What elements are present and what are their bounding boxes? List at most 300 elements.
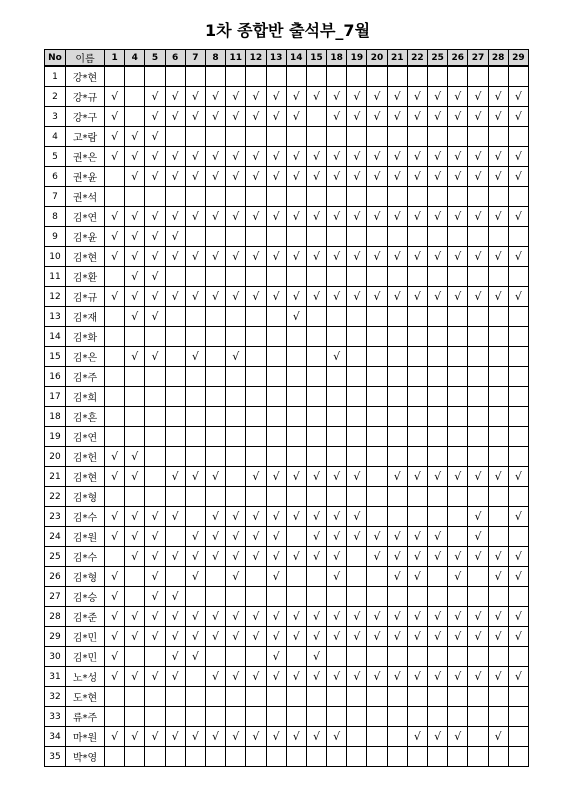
check-mark: √ [165,627,185,647]
empty-cell [508,587,528,607]
check-mark: √ [327,727,347,747]
row-number: 2 [45,87,66,107]
check-mark: √ [306,87,326,107]
empty-cell [387,327,407,347]
check-mark: √ [125,527,145,547]
empty-cell [205,407,225,427]
student-name: 김*연 [66,207,105,227]
empty-cell [488,527,508,547]
empty-cell [428,66,448,87]
check-mark: √ [347,147,367,167]
check-mark: √ [226,627,246,647]
check-mark: √ [306,207,326,227]
student-name: 권*석 [66,187,105,207]
empty-cell [286,127,306,147]
table-row [45,427,529,447]
empty-cell [387,227,407,247]
check-mark: √ [347,527,367,547]
empty-cell [246,327,266,347]
table-row [45,487,529,507]
empty-cell [125,107,145,127]
empty-cell [488,267,508,287]
empty-cell [286,347,306,367]
empty-cell [488,347,508,367]
check-mark: √ [448,567,468,587]
empty-cell [428,587,448,607]
check-mark: √ [387,167,407,187]
student-name: 김*수 [66,507,105,527]
check-mark: √ [428,607,448,627]
check-mark: √ [205,87,225,107]
check-mark: √ [448,247,468,267]
check-mark: √ [327,667,347,687]
empty-cell [367,487,387,507]
check-mark: √ [145,247,165,267]
row-number: 5 [45,147,66,167]
empty-cell [306,267,326,287]
header-day: 6 [165,50,185,67]
check-mark: √ [327,247,347,267]
empty-cell [185,587,205,607]
check-mark: √ [508,107,528,127]
empty-cell [367,567,387,587]
empty-cell [407,747,427,767]
empty-cell [407,347,427,367]
empty-cell [246,447,266,467]
empty-cell [226,187,246,207]
empty-cell [306,327,326,347]
empty-cell [246,267,266,287]
check-mark: √ [205,627,225,647]
row-number: 24 [45,527,66,547]
empty-cell [508,527,528,547]
table-row [45,447,529,467]
check-mark: √ [226,147,246,167]
empty-cell [407,387,427,407]
check-mark: √ [145,267,165,287]
empty-cell [246,367,266,387]
student-name: 강*현 [66,66,105,87]
row-number: 8 [45,207,66,227]
empty-cell [387,447,407,467]
empty-cell [165,307,185,327]
row-number: 29 [45,627,66,647]
empty-cell [185,687,205,707]
empty-cell [327,487,347,507]
empty-cell [428,327,448,347]
check-mark: √ [488,287,508,307]
empty-cell [306,187,326,207]
student-name: 김*형 [66,487,105,507]
check-mark: √ [185,147,205,167]
empty-cell [387,367,407,387]
student-name: 김*화 [66,327,105,347]
check-mark: √ [488,627,508,647]
empty-cell [488,427,508,447]
empty-cell [448,427,468,447]
check-mark: √ [165,287,185,307]
check-mark: √ [266,607,286,627]
empty-cell [246,347,266,367]
empty-cell [266,367,286,387]
check-mark: √ [448,287,468,307]
empty-cell [468,347,488,367]
check-mark: √ [286,107,306,127]
empty-cell [185,427,205,447]
header-day: 29 [508,50,528,67]
check-mark: √ [468,667,488,687]
empty-cell [367,267,387,287]
check-mark: √ [105,287,125,307]
check-mark: √ [306,727,326,747]
check-mark: √ [105,87,125,107]
empty-cell [306,387,326,407]
check-mark: √ [306,627,326,647]
empty-cell [306,567,326,587]
empty-cell [387,66,407,87]
empty-cell [266,227,286,247]
row-number: 35 [45,747,66,767]
empty-cell [226,307,246,327]
empty-cell [347,66,367,87]
check-mark: √ [488,567,508,587]
check-mark: √ [165,207,185,227]
empty-cell [266,487,286,507]
empty-cell [327,127,347,147]
empty-cell [468,647,488,667]
empty-cell [165,427,185,447]
empty-cell [468,427,488,447]
empty-cell [387,747,407,767]
row-number: 14 [45,327,66,347]
empty-cell [266,387,286,407]
table-row [45,747,529,767]
student-name: 김*형 [66,567,105,587]
check-mark: √ [205,147,225,167]
empty-cell [226,747,246,767]
empty-cell [347,647,367,667]
empty-cell [125,327,145,347]
empty-cell [428,187,448,207]
check-mark: √ [246,727,266,747]
empty-cell [185,187,205,207]
empty-cell [205,367,225,387]
empty-cell [327,367,347,387]
check-mark: √ [347,167,367,187]
empty-cell [428,347,448,367]
check-mark: √ [488,247,508,267]
table-row [45,307,529,327]
empty-cell [367,447,387,467]
empty-cell [266,267,286,287]
check-mark: √ [428,527,448,547]
empty-cell [105,407,125,427]
empty-cell [205,707,225,727]
check-mark: √ [125,147,145,167]
empty-cell [448,687,468,707]
check-mark: √ [125,447,145,467]
table-row [45,587,529,607]
student-name: 김*준 [66,607,105,627]
check-mark: √ [407,147,427,167]
table-row [45,467,529,487]
empty-cell [387,307,407,327]
row-number: 15 [45,347,66,367]
empty-cell [145,487,165,507]
check-mark: √ [488,667,508,687]
student-name: 김*희 [66,387,105,407]
check-mark: √ [125,267,145,287]
empty-cell [468,187,488,207]
check-mark: √ [205,107,225,127]
empty-cell [428,367,448,387]
empty-cell [105,367,125,387]
check-mark: √ [286,667,306,687]
check-mark: √ [407,467,427,487]
check-mark: √ [205,167,225,187]
check-mark: √ [185,167,205,187]
page-title: 1차 종합반 출석부_7월 [204,21,371,40]
check-mark: √ [407,567,427,587]
empty-cell [347,687,367,707]
check-mark: √ [266,667,286,687]
empty-cell [185,307,205,327]
student-name: 김*승 [66,587,105,607]
empty-cell [468,707,488,727]
check-mark: √ [468,287,488,307]
student-name: 권*은 [66,147,105,167]
check-mark: √ [246,287,266,307]
student-name: 노*성 [66,667,105,687]
check-mark: √ [226,607,246,627]
check-mark: √ [286,87,306,107]
empty-cell [488,587,508,607]
empty-cell [448,647,468,667]
empty-cell [266,427,286,447]
empty-cell [205,447,225,467]
check-mark: √ [145,727,165,747]
header-day: 15 [306,50,326,67]
empty-cell [306,427,326,447]
table-row [45,127,529,147]
empty-cell [508,327,528,347]
check-mark: √ [407,547,427,567]
check-mark: √ [266,627,286,647]
row-number: 13 [45,307,66,327]
empty-cell [468,727,488,747]
check-mark: √ [246,467,266,487]
empty-cell [428,687,448,707]
empty-cell [105,187,125,207]
check-mark: √ [347,107,367,127]
row-number: 22 [45,487,66,507]
empty-cell [448,187,468,207]
check-mark: √ [266,467,286,487]
empty-cell [125,367,145,387]
empty-cell [165,387,185,407]
empty-cell [306,747,326,767]
table-row [45,547,529,567]
check-mark: √ [185,287,205,307]
empty-cell [347,187,367,207]
check-mark: √ [266,247,286,267]
empty-cell [286,567,306,587]
student-name: 김*재 [66,307,105,327]
empty-cell [448,507,468,527]
student-name: 김*규 [66,287,105,307]
empty-cell [145,747,165,767]
empty-cell [125,647,145,667]
check-mark: √ [448,627,468,647]
empty-cell [205,347,225,367]
empty-cell [185,127,205,147]
empty-cell [266,447,286,467]
table-row [45,647,529,667]
empty-cell [347,387,367,407]
student-name: 김*원 [66,527,105,547]
check-mark: √ [306,507,326,527]
check-mark: √ [367,167,387,187]
check-mark: √ [327,167,347,187]
empty-cell [407,507,427,527]
empty-cell [286,367,306,387]
empty-cell [387,187,407,207]
empty-cell [246,66,266,87]
check-mark: √ [205,547,225,567]
empty-cell [327,427,347,447]
empty-cell [145,327,165,347]
row-number: 25 [45,547,66,567]
check-mark: √ [286,547,306,567]
check-mark: √ [226,727,246,747]
student-name: 강*규 [66,87,105,107]
empty-cell [448,587,468,607]
header-day: 12 [246,50,266,67]
check-mark: √ [488,147,508,167]
table-row [45,66,529,87]
empty-cell [407,267,427,287]
empty-cell [185,367,205,387]
empty-cell [105,267,125,287]
empty-cell [286,687,306,707]
empty-cell [448,267,468,287]
empty-cell [246,687,266,707]
empty-cell [246,407,266,427]
check-mark: √ [125,227,145,247]
check-mark: √ [407,527,427,547]
check-mark: √ [246,527,266,547]
empty-cell [105,687,125,707]
check-mark: √ [428,87,448,107]
row-number: 26 [45,567,66,587]
table-row [45,167,529,187]
check-mark: √ [246,667,266,687]
check-mark: √ [145,107,165,127]
empty-cell [387,267,407,287]
empty-cell [266,347,286,367]
row-number: 19 [45,427,66,447]
empty-cell [105,547,125,567]
empty-cell [205,267,225,287]
check-mark: √ [145,527,165,547]
empty-cell [105,707,125,727]
check-mark: √ [327,467,347,487]
empty-cell [448,407,468,427]
check-mark: √ [347,607,367,627]
empty-cell [165,127,185,147]
check-mark: √ [488,547,508,567]
header-day: 14 [286,50,306,67]
empty-cell [488,487,508,507]
empty-cell [407,487,427,507]
empty-cell [125,66,145,87]
check-mark: √ [205,527,225,547]
check-mark: √ [226,207,246,227]
check-mark: √ [508,667,528,687]
empty-cell [347,227,367,247]
empty-cell [205,307,225,327]
check-mark: √ [468,247,488,267]
check-mark: √ [226,107,246,127]
empty-cell [125,747,145,767]
check-mark: √ [226,527,246,547]
row-number: 27 [45,587,66,607]
check-mark: √ [428,147,448,167]
empty-cell [226,687,246,707]
check-mark: √ [125,127,145,147]
row-number: 17 [45,387,66,407]
empty-cell [367,367,387,387]
check-mark: √ [226,347,246,367]
empty-cell [105,167,125,187]
check-mark: √ [428,287,448,307]
check-mark: √ [185,207,205,227]
empty-cell [266,587,286,607]
empty-cell [125,187,145,207]
empty-cell [407,367,427,387]
check-mark: √ [448,607,468,627]
check-mark: √ [407,247,427,267]
check-mark: √ [105,607,125,627]
empty-cell [508,687,528,707]
empty-cell [488,66,508,87]
empty-cell [246,707,266,727]
check-mark: √ [428,107,448,127]
table-row [45,327,529,347]
empty-cell [105,347,125,367]
check-mark: √ [448,147,468,167]
header-name: 이름 [66,50,105,67]
check-mark: √ [286,147,306,167]
check-mark: √ [468,207,488,227]
attendance-table [44,49,529,767]
empty-cell [246,487,266,507]
check-mark: √ [266,147,286,167]
empty-cell [488,407,508,427]
empty-cell [488,687,508,707]
check-mark: √ [165,647,185,667]
empty-cell [347,307,367,327]
empty-cell [448,347,468,367]
empty-cell [226,707,246,727]
empty-cell [488,707,508,727]
check-mark: √ [468,147,488,167]
check-mark: √ [387,567,407,587]
student-name: 김*환 [66,267,105,287]
empty-cell [205,567,225,587]
check-mark: √ [387,247,407,267]
check-mark: √ [387,527,407,547]
